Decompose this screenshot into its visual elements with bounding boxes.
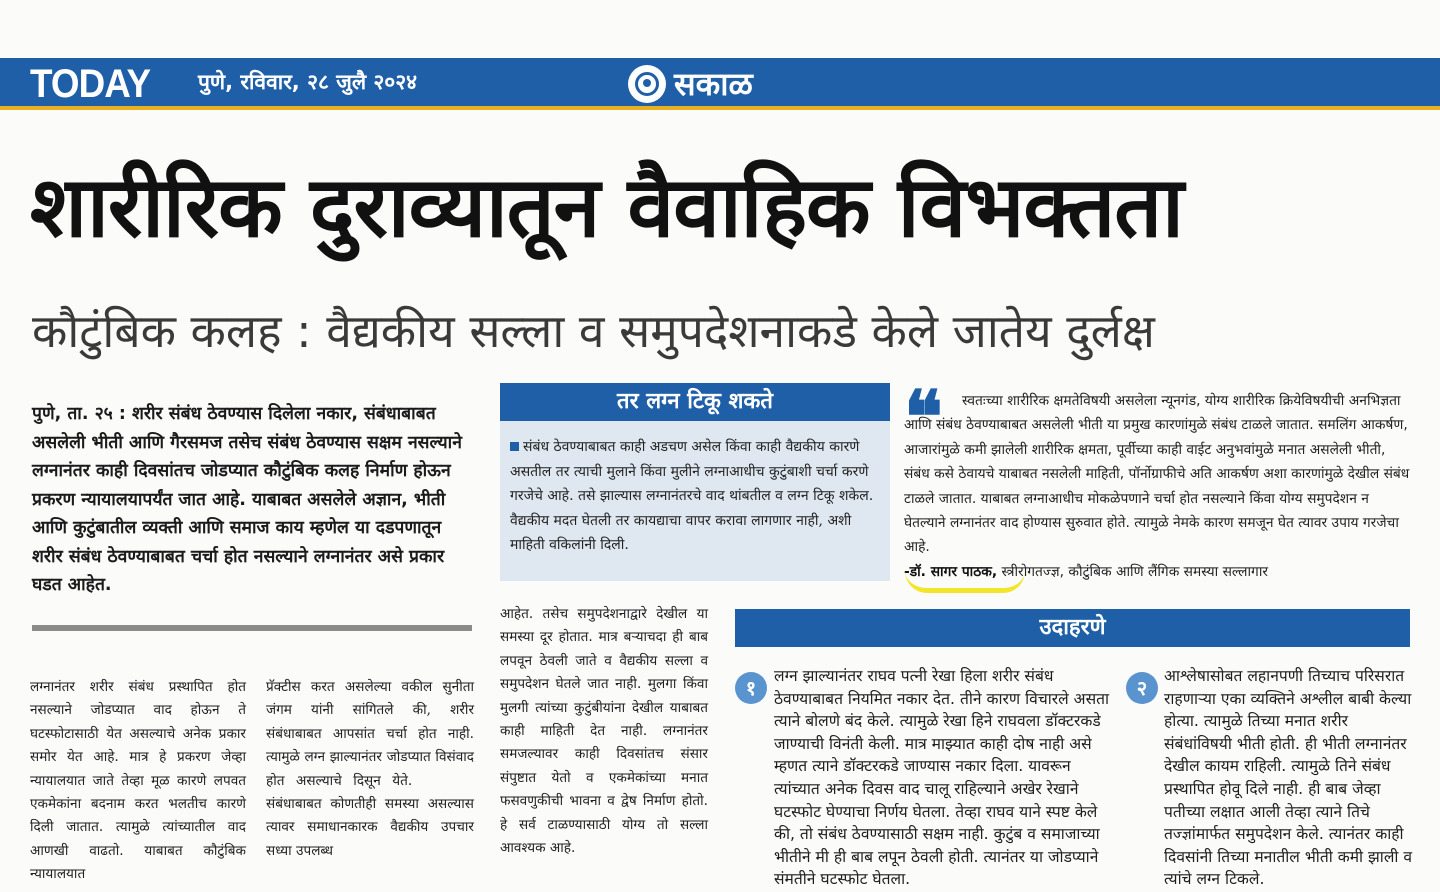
article-intro: पुणे, ता. २५ : शरीर संबंध ठेवण्यास दिलेला नकार, संबंधाबाबत असलेली भीती आणि गैरसमज तसेच संबंध ठेवण्यास सक्षम नसल्याने लग्नानंतर काही दिवसांतच जोडप्यात कौटुंबिक कलह निर्माण होऊन प्रकरण न्यायालयापर्यंत जात आहे. याबाबत असलेले अज्ञान, भीती आणि कुटुंबातील व्यक्ती आणि समाज काय म्हणेल या दडपणातून शरीर संबंध ठेवण्याबाबत चर्चा होत नसल्याने लग्नानंतर असे प्रकार घडत आहेत. <box>32 404 462 595</box>
section-title: TODAY <box>30 62 151 106</box>
logo-text: सकाळ <box>674 65 753 103</box>
example-number-2: २ <box>1126 672 1158 704</box>
dateline: पुणे, रविवार, २८ जुलै २०२४ <box>198 70 418 94</box>
highlighter-mark <box>905 571 1025 593</box>
sakal-logo-icon <box>628 65 666 103</box>
box-text <box>510 435 882 558</box>
sidebar-box <box>500 383 890 581</box>
box-title: तर लग्न टिकू शकते <box>500 383 890 421</box>
newspaper-logo <box>628 62 753 105</box>
box-body: संबंध ठेवण्याबाबत काही अडचण असेल किंवा काही वैद्यकीय कारणे असतील तर त्याची मुलाने किंवा मुलीने लग्नाआधीच कुटुंबाशी चर्चा करणे गरजेचे आहे. तसे झाल्यास लग्नानंतरचे वाद थांबतील व लग्न टिकू शकेल. वैद्यकीय मदत घेतली तर कायद्याचा वापर करावा लागणार नाही, अशी माहिती वकिलांनी दिली. <box>510 439 874 553</box>
quote-author: -डॉ. सागर पाठक, <box>904 563 998 580</box>
examples-title: उदाहरणे <box>735 609 1410 647</box>
quote-author-role: स्त्रीरोगतज्ज्ञ, कौटुंबिक आणि लैंगिक समस्या सल्लागार <box>997 563 1269 580</box>
example-text-2: आश्लेषासोबत लहानपणी तिच्याच परिसरात राहणाऱ्या एका व्यक्तिने अश्लील बाबी केल्या होत्या. त्यामुळे तिच्या मनात शरीर संबंधांविषयी भीती होती. ही भीती लग्नानंतर देखील कायम राहिली. त्यामुळे तिने संबंध प्रस्थापित होवू दिले नाही. ही बाब जेव्हा पतीच्या लक्षात आली तेव्हा त्याने तिचे तज्ज्ञांमार्फत समुपदेशन केले. त्यानंतर काही दिवसांनी तिच्या मनातील भीती कमी झाली व त्यांचे लग्न टिकले. <box>1164 667 1413 889</box>
square-bullet-icon <box>510 442 519 451</box>
example-number-1: १ <box>735 672 767 704</box>
masthead-bar <box>0 58 1440 110</box>
quote-mark-icon: ❝ <box>904 374 943 459</box>
body-column-3: आहेत. तसेच समुपदेशनाद्वारे देखील या समस्या दूर होतात. मात्र बऱ्याचदा ही बाब लपवून ठेवली जाते व वैद्यकीय सल्ला व समुपदेशन घेतले जात नाही. मुलगा किंवा मुलगी त्यांच्या कुटुंबीयांना देखील याबाबत काही माहिती देत नाही. लग्नानंतर समजल्यावर काही दिवसांतच संसार संपुष्टात येतो व एकमेकांच्या मनात फसवणुकीची भावना व द्वेष निर्माण होतो. हे सर्व टाळण्यासाठी योग्य तो सल्ला आवश्यक आहे. <box>500 606 708 857</box>
body-column-2: प्रॅक्टीस करत असलेल्या वकील सुनीता जंगम यांनी सांगितले की, शरीर संबंधाबाबत आपसांत चर्चा होत नाही. त्यामुळे लग्न झाल्यानंतर जोडप्यात विसंवाद होत असल्याचे दिसून येते. संबंधाबाबत कोणतीही समस्या असल्यास त्यावर समाधानकारक वैद्यकीय उपचार सध्या उपलब्ध <box>266 679 474 859</box>
intro-divider <box>32 625 472 631</box>
sub-headline: कौटुंबिक कलह : वैद्यकीय सल्ला व समुपदेशनाकडे केले जातेय दुर्लक्ष <box>32 304 1155 358</box>
quote-body: स्वतःच्या शारीरिक क्षमतेविषयी असलेला न्यूनगंड, योग्य शारीरिक क्रियेविषयीची अनभिज्ञता आणि संबंध ठेवण्याबाबत असलेली भीती या प्रमुख कारणांमुळे संबंध टाळले जातात. समलिंग आकर्षण, आजारांमुळे कमी झालेली शारीरिक क्षमता, पूर्वीच्या काही वाईट अनुभवांमुळे मनात असलेली भीती, संबंध कसे ठेवायचे याबाबत नसलेली माहिती, पॉर्नोग्राफीचे अति आकर्षण अशा कारणांमुळे देखील संबंध टाळले जातात. याबाबत लग्नाआधीच मोकळेपणाने चर्चा होत नसल्याने किंवा योग्य समुपदेशन न घेतल्याने लग्नानंतर वाद होण्यास सुरुवात होते. त्यामुळे नेमके कारण समजून घेत त्यावर उपाय गरजेचा आहे. <box>904 393 1410 556</box>
main-headline: शारीरिक दुराव्यातून वैवाहिक विभक्तता <box>30 158 1183 256</box>
quote-text <box>904 389 1414 584</box>
body-column-1: लग्नानंतर शरीर संबंध प्रस्थापित होत नसल्याने जोडप्यात वाद होऊन ते घटस्फोटासाठी येत असल्याचे अनेक प्रकार समोर येत आहे. मात्र हे प्रकरण जेव्हा न्यायालयात जाते तेव्हा मूळ कारणे लपवत एकमेकांना बदनाम करत भलतीच कारणे दिली जातात. त्यामुळे त्यांच्यातील वाद आणखी वाढतो. याबाबत कौटुंबिक न्यायालयात <box>30 679 246 883</box>
example-text-1: लग्न झाल्यानंतर राघव पत्नी रेखा हिला शरीर संबंध ठेवण्याबाबत नियमित नकार देत. तीने कारण विचारले असता त्याने बोलणे बंद केले. त्यामुळे रेखा हिने राघवला डॉक्टरकडे जाण्याची विनंती केली. मात्र माझ्यात काही दोष नाही असे म्हणत त्याने डॉक्टरकडे जाण्यास नकार दिला. यावरून त्यांच्यात अनेक दिवस वाद चालू राहिल्याने अखेर रेखाने घटस्फोट घेण्याचा निर्णय घेतला. तेव्हा राघव याने स्पष्ट केले की, तो संबंध ठेवण्यासाठी सक्षम नाही. कुटुंब व समाजाच्या भीतीने मी ही बाब लपून ठेवली होती. त्यानंतर या जोडप्याने संमतीने घटस्फोट घेतला. <box>774 667 1110 889</box>
